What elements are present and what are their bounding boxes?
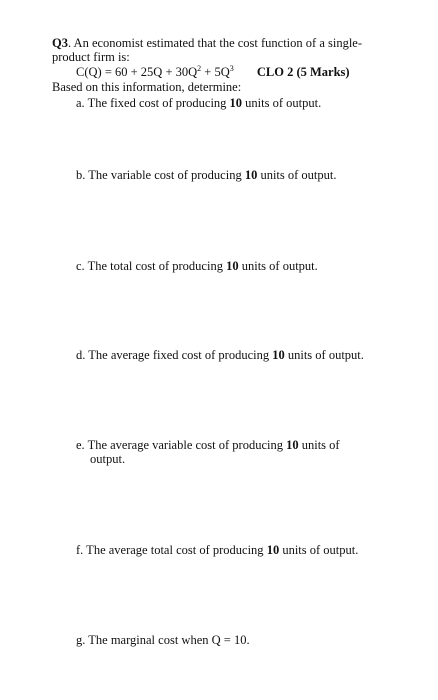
cost-function-formula <box>76 65 350 79</box>
question-number: Q3 <box>52 36 68 50</box>
part-c <box>76 259 318 273</box>
part-c-number: 10 <box>226 259 239 273</box>
part-f-rest: units of output. <box>279 543 359 557</box>
part-g <box>76 633 250 647</box>
part-b <box>76 168 337 182</box>
part-d-rest: units of output. <box>284 348 364 362</box>
part-b-number: 10 <box>244 168 258 182</box>
question-intro-text: . An economist estimated that the cost function of a single- <box>67 36 363 50</box>
part-c-rest: units of output. <box>238 259 318 273</box>
question-intro-line2: product firm is: <box>52 50 130 64</box>
part-f <box>76 543 358 557</box>
part-b-text: b. The variable cost of producing <box>76 168 245 182</box>
part-e-number: 10 <box>286 438 299 452</box>
formula-exponent-2: 2 <box>197 64 202 73</box>
part-d-number: 10 <box>272 348 285 362</box>
part-d <box>76 348 364 362</box>
part-e-line2: output. <box>90 452 126 466</box>
part-c-text: c. The total cost of producing <box>76 259 227 273</box>
part-a-rest: units of output. <box>242 96 322 110</box>
part-g-rest: . <box>246 633 250 647</box>
part-e <box>76 438 340 452</box>
part-f-text: f. The average total cost of producing <box>76 543 267 557</box>
part-a <box>76 96 321 110</box>
formula-mid: + 5Q <box>201 65 230 79</box>
part-d-text: d. The average fixed cost of producing <box>76 348 273 362</box>
part-b-rest: units of output. <box>257 168 337 182</box>
formula-exponent-3: 3 <box>229 64 234 73</box>
part-e-text: e. The average variable cost of producing <box>76 438 287 452</box>
part-g-text: g. The marginal cost when Q = <box>76 633 234 647</box>
clo-marks-label: CLO 2 (5 Marks) <box>256 65 350 79</box>
part-a-text: a. The fixed cost of producing <box>76 96 230 110</box>
question-intro-line1 <box>52 36 362 50</box>
question-lead-in: Based on this information, determine: <box>52 80 242 94</box>
part-g-number: 10 <box>233 633 247 647</box>
part-a-number: 10 <box>229 96 243 110</box>
formula-lhs: C(Q) = 60 + 25Q + 30Q <box>76 65 198 79</box>
part-e-rest: units of <box>298 438 340 452</box>
part-f-number: 10 <box>266 543 280 557</box>
